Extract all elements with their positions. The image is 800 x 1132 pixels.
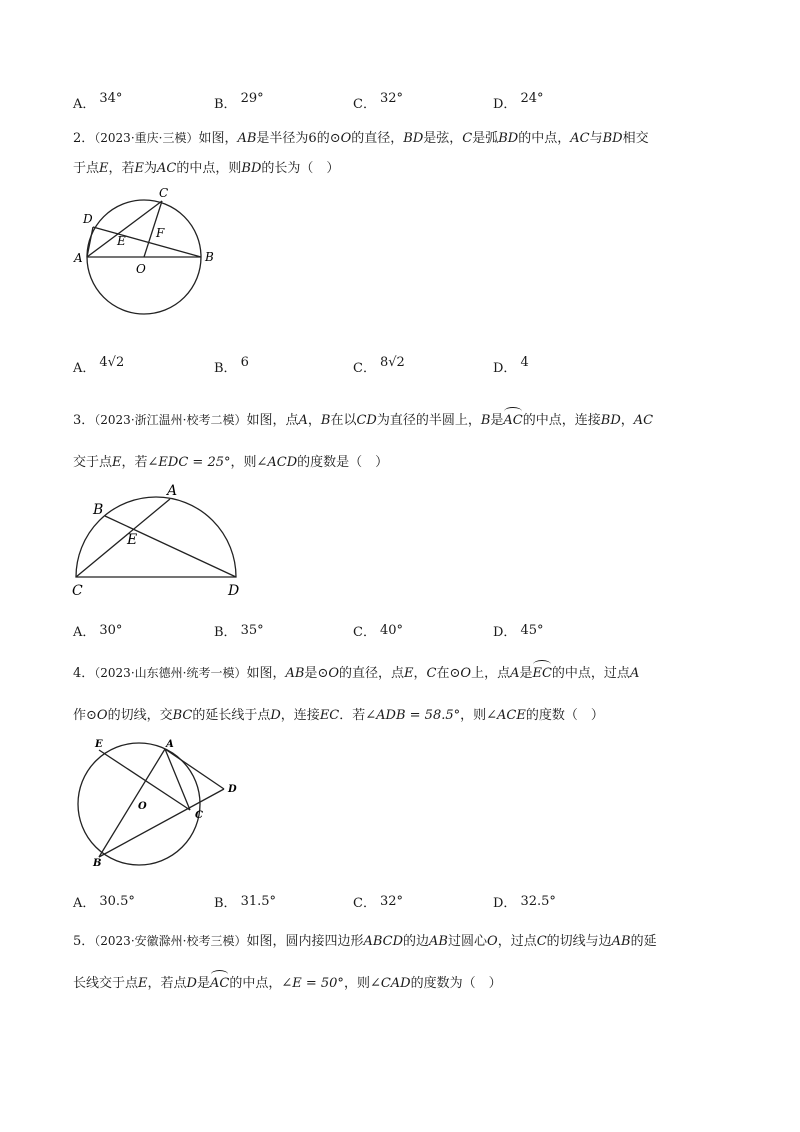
q2-label-c: C <box>159 186 169 200</box>
q5-source: （2023·安徽滁州·校考三模） <box>94 934 247 948</box>
q5-arc-ac: AC <box>209 976 230 991</box>
q3-label-a: A <box>167 483 178 499</box>
q1-option-d-value: 24° <box>520 91 544 106</box>
q4-line2: 作⊙O的切线，交BC的延长线于点D，连接EC．若∠ADB = 58.5°，则∠ACE的度数（ ） <box>73 708 604 723</box>
q5-line1: 5．（2023·安徽滁州·校考三模）如图，圆内接四边形ABCD的边AB过圆心O，过点C的切线与边AB的延 <box>73 934 657 949</box>
q3-source: （2023·浙江温州·校考二模） <box>94 413 247 427</box>
q3-label-e: E <box>127 532 138 548</box>
q4-option-b-value: 31.5° <box>240 894 277 909</box>
q2-number: 2． <box>73 131 95 146</box>
q3-option-a-value: 30° <box>99 623 123 638</box>
q4-option-d-value: 32.5° <box>520 894 556 909</box>
q4-figure <box>70 734 250 868</box>
q2-option-b-value: 6 <box>240 355 249 370</box>
q2-option-c-value: 8√2 <box>379 355 405 370</box>
q2-figure <box>68 184 228 316</box>
q3-option-d-value: 45° <box>520 623 544 638</box>
q4-source: （2023·山东德州·统考一模） <box>94 666 247 680</box>
q2-label-f: F <box>156 226 165 240</box>
q3-label-c: C <box>72 583 83 599</box>
q4-arc-ec: EC <box>532 666 552 681</box>
q4-option-c-value: 32° <box>379 894 403 909</box>
q2-option-c[interactable]: C． 8√2 <box>353 355 405 376</box>
q4-option-d[interactable]: D． 32.5° <box>493 894 556 911</box>
q3-figure <box>66 480 256 600</box>
q3-line1: 3．（2023·浙江温州·校考二模）如图，点A，B在以CD为直径的半圆上，B是AC的中点，连接BD，AC <box>73 413 654 428</box>
q4-label-a: A <box>166 739 174 750</box>
q3-label-d: D <box>228 583 240 599</box>
q4-option-a[interactable]: A． 30.5° <box>73 894 135 911</box>
q3-chord-ca <box>76 499 170 577</box>
q4-label-e: E <box>95 739 103 750</box>
q3-label-b: B <box>93 502 104 518</box>
q3-option-c-value: 40° <box>379 623 403 638</box>
q4-option-a-value: 30.5° <box>99 894 135 909</box>
q2-option-d[interactable]: D． 4 <box>493 355 529 376</box>
q2-label-o: O <box>136 262 146 276</box>
q3-line2: 交于点E，若∠EDC = 25°，则∠ACD的度数是（ ） <box>73 455 389 470</box>
q4-option-b[interactable]: B． 31.5° <box>214 894 277 911</box>
q4-line-bd <box>99 789 224 857</box>
q3-option-b[interactable]: B． 35° <box>214 623 264 640</box>
q4-label-b: B <box>93 858 102 868</box>
q4-label-o: O <box>138 801 147 812</box>
q3-option-c[interactable]: C． 40° <box>353 623 403 640</box>
q5-number: 5． <box>73 934 95 949</box>
q2-label-a: A <box>74 251 83 265</box>
q1-option-d[interactable]: D． 24° <box>493 91 544 112</box>
q4-label-d: D <box>228 784 237 795</box>
q3-number: 3． <box>73 413 95 428</box>
q4-line1: 4．（2023·山东德州·统考一模）如图，AB是⊙O的直径，点E，C在⊙O上，点A是EC的中点，过点A <box>73 666 640 681</box>
q4-number: 4． <box>73 666 95 681</box>
q2-label-e: E <box>117 234 126 248</box>
q1-option-b-value: 29° <box>240 91 264 106</box>
q3-arc-ac: AC <box>503 413 523 428</box>
q4-diameter-ab <box>99 749 165 857</box>
q2-line1: 2．（2023·重庆·三模）如图，AB是半径为6的⊙O的直径，BD是弦，C是弧BD的中点，AC与BD相交 <box>73 131 649 146</box>
q3-option-a[interactable]: A． 30° <box>73 623 123 640</box>
q2-option-d-value: 4 <box>520 355 529 370</box>
q2-option-b[interactable]: B． 6 <box>214 355 249 376</box>
q1-option-a-value: 34° <box>99 91 123 106</box>
q2-label-b: B <box>205 250 214 264</box>
q4-label-c: C <box>195 810 203 821</box>
q3-option-b-value: 35° <box>240 623 264 638</box>
q2-line2: 于点E，若E为AC的中点，则BD的长为（ ） <box>73 161 340 176</box>
q1-option-c[interactable]: C． 32° <box>353 91 403 112</box>
q1-option-b[interactable]: B． 29° <box>214 91 264 112</box>
q5-line2: 长线交于点E，若点D是AC的中点，∠E = 50°，则∠CAD的度数为（ ） <box>73 976 502 991</box>
q2-option-a-value: 4√2 <box>99 355 125 370</box>
q2-source: （2023·重庆·三模） <box>94 131 199 145</box>
q4-option-c[interactable]: C． 32° <box>353 894 403 911</box>
q2-chord-bd <box>93 227 201 257</box>
q3-option-d[interactable]: D． 45° <box>493 623 544 640</box>
q1-option-c-value: 32° <box>379 91 403 106</box>
q2-label-d: D <box>83 212 93 226</box>
q2-option-a[interactable]: A． 4√2 <box>73 355 125 376</box>
q1-option-a[interactable]: A． 34° <box>73 91 123 112</box>
